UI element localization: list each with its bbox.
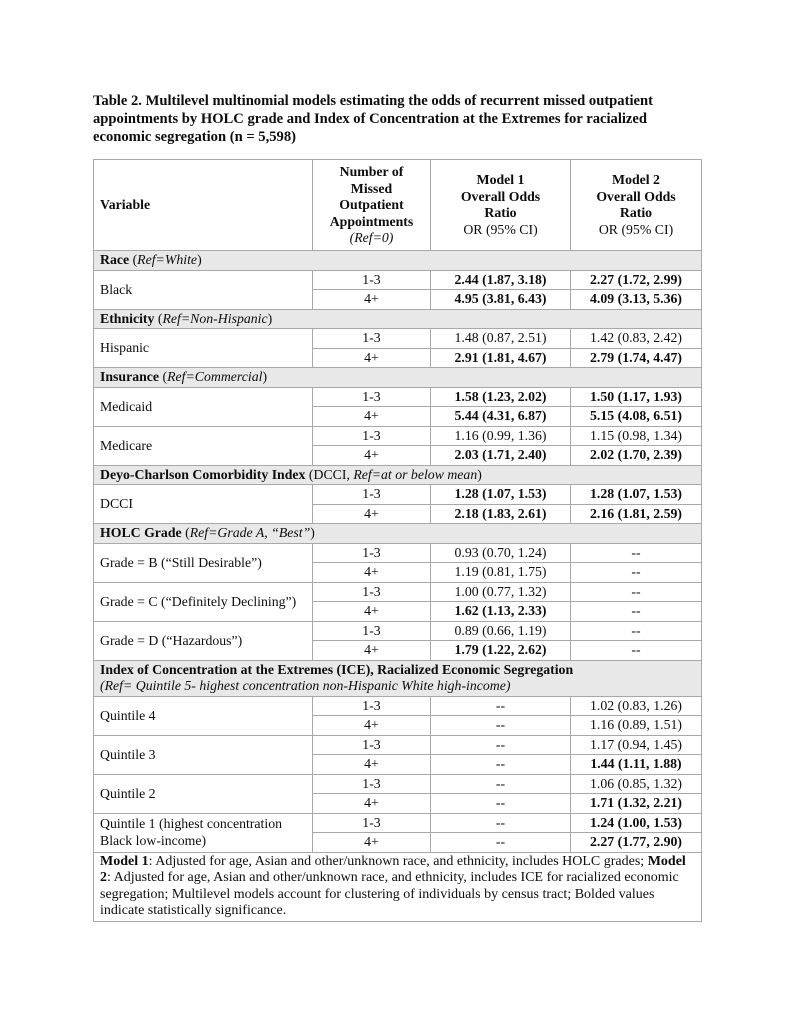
missed-appointments-cell: 4+ (313, 348, 431, 368)
variable-label: Quintile 2 (94, 774, 313, 813)
section-header-row (94, 251, 702, 271)
model2-or-cell: 4.09 (3.13, 5.36) (571, 290, 702, 310)
model2-header-line: Ratio (619, 205, 653, 221)
variable-label: Black (94, 270, 313, 309)
table-footnote (94, 852, 702, 921)
missed-appointments-cell: 1-3 (313, 387, 431, 407)
model1-or-cell: 1.58 (1.23, 2.02) (431, 387, 571, 407)
table-footer (94, 852, 702, 921)
column-header-missed-appointments (313, 160, 431, 251)
model2-or-cell: 1.17 (0.94, 1.45) (571, 735, 702, 755)
section-header-row (94, 524, 702, 544)
variable-label: Hispanic (94, 329, 313, 368)
text-run: ( (181, 525, 190, 541)
missed-appointments-cell: 4+ (313, 755, 431, 775)
model1-or-cell: 2.44 (1.87, 3.18) (431, 270, 571, 290)
variable-label: DCCI (94, 485, 313, 524)
variable-label: Medicare (94, 426, 313, 465)
model2-or-cell: 1.02 (0.83, 1.26) (571, 696, 702, 716)
missed-appointments-cell: 1-3 (313, 270, 431, 290)
data-row (94, 270, 702, 290)
model2-or-cell: -- (571, 621, 702, 641)
model1-or-cell: -- (431, 794, 571, 814)
text-run: Ref=Grade A, “Best” (189, 525, 311, 541)
variable-label: Grade = D (“Hazardous”) (94, 621, 313, 660)
data-row (94, 696, 702, 716)
model1-or-cell: 4.95 (3.81, 6.43) (431, 290, 571, 310)
missed-appointments-cell: 4+ (313, 602, 431, 622)
footnote-row (94, 852, 702, 921)
text-run: (Ref= Quintile 5- highest concentration non-Hispanic White high-income) (100, 678, 511, 694)
model2-header-sub: OR (95% CI) (598, 221, 674, 237)
model1-or-cell: 1.00 (0.77, 1.32) (431, 582, 571, 602)
model1-or-cell: 1.28 (1.07, 1.53) (431, 485, 571, 505)
missed-appointments-cell: 1-3 (313, 582, 431, 602)
missed-header-line: Missed (350, 180, 393, 196)
missed-appointments-cell: 1-3 (313, 485, 431, 505)
model2-or-cell: 2.02 (1.70, 2.39) (571, 446, 702, 466)
model2-or-cell: -- (571, 563, 702, 583)
missed-appointments-cell: 4+ (313, 794, 431, 814)
model2-or-cell: 1.71 (1.32, 2.21) (571, 794, 702, 814)
variable-label: Grade = C (“Definitely Declining”) (94, 582, 313, 621)
text-run: HOLC Grade (100, 525, 182, 541)
model2-header-line: Model 2 (612, 172, 660, 188)
text-run: ) (310, 525, 315, 541)
model1-or-cell: -- (431, 755, 571, 775)
text-run: Ref=Non-Hispanic (162, 310, 268, 326)
model2-or-cell: -- (571, 582, 702, 602)
missed-header-line: Appointments (329, 213, 414, 229)
missed-appointments-cell: 4+ (313, 504, 431, 524)
section-title (94, 660, 702, 696)
text-run: Ref=Commercial (167, 369, 263, 385)
model2-or-cell: 2.79 (1.74, 4.47) (571, 348, 702, 368)
missed-appointments-cell: 4+ (313, 290, 431, 310)
missed-appointments-cell: 4+ (313, 641, 431, 661)
missed-appointments-cell: 4+ (313, 563, 431, 583)
table-block (93, 93, 701, 922)
table-header (94, 160, 702, 251)
model1-or-cell: 0.89 (0.66, 1.19) (431, 621, 571, 641)
missed-appointments-cell: 1-3 (313, 696, 431, 716)
model1-or-cell: 1.62 (1.13, 2.33) (431, 602, 571, 622)
table-body (94, 251, 702, 853)
data-row (94, 735, 702, 755)
model1-header-line: Ratio (484, 205, 517, 221)
model1-or-cell: -- (431, 696, 571, 716)
text-run: Ref=at or below mean (353, 466, 478, 482)
data-row (94, 813, 702, 833)
model1-or-cell: 0.93 (0.70, 1.24) (431, 543, 571, 563)
section-title (94, 368, 702, 388)
model1-header-line: Overall Odds (460, 188, 541, 204)
model2-or-cell: 1.16 (0.89, 1.51) (571, 716, 702, 736)
model1-or-cell: -- (431, 716, 571, 736)
model1-or-cell: -- (431, 813, 571, 833)
data-row (94, 774, 702, 794)
model2-or-cell: 1.42 (0.83, 2.42) (571, 329, 702, 349)
text-run: ( (159, 369, 168, 385)
model2-or-cell: -- (571, 602, 702, 622)
model2-or-cell: 2.27 (1.72, 2.99) (571, 270, 702, 290)
variable-label: Quintile 4 (94, 696, 313, 735)
model1-or-cell: -- (431, 735, 571, 755)
text-run: Insurance (100, 369, 160, 385)
model1-or-cell: 2.91 (1.81, 4.67) (431, 348, 571, 368)
text-run: Model 1 (100, 853, 149, 869)
text-run: Ref=White (137, 252, 198, 268)
data-row (94, 621, 702, 641)
text-run: Race (100, 252, 130, 268)
model1-or-cell: 5.44 (4.31, 6.87) (431, 407, 571, 427)
missed-appointments-cell: 1-3 (313, 543, 431, 563)
model1-or-cell: 2.18 (1.83, 2.61) (431, 504, 571, 524)
variable-label: Medicaid (94, 387, 313, 426)
model2-or-cell: 1.28 (1.07, 1.53) (571, 485, 702, 505)
model1-or-cell: 2.03 (1.71, 2.40) (431, 446, 571, 466)
section-title (94, 251, 702, 271)
model1-or-cell: 1.79 (1.22, 2.62) (431, 641, 571, 661)
missed-appointments-cell: 1-3 (313, 426, 431, 446)
data-row (94, 543, 702, 563)
missed-header-line: Number of (339, 164, 404, 180)
variable-label: Quintile 3 (94, 735, 313, 774)
missed-appointments-cell: 1-3 (313, 813, 431, 833)
text-run: ) (262, 369, 268, 385)
text-run: ( (129, 252, 138, 268)
column-header-model2 (571, 160, 702, 251)
text-run: : Adjusted for age, Asian and other/unknown race, and ethnicity, includes HOLC grades; (148, 853, 648, 869)
text-run: : Adjusted for age, Asian and other/unknown race, and ethnicity, includes ICE for racialized economic segregation; Multilevel models account for clustering of individuals by census tract; Bolded values indicate statistically significance. (100, 870, 679, 919)
column-header-model1 (431, 160, 571, 251)
text-run: (DCCI, (305, 466, 354, 482)
text-run: Index of Concentration at the Extremes (ICE), Racialized Economic Segregation (100, 661, 574, 677)
model1-or-cell: -- (431, 774, 571, 794)
variable-header-label: Variable (100, 197, 151, 213)
missed-appointments-cell: 4+ (313, 446, 431, 466)
model1-or-cell: 1.19 (0.81, 1.75) (431, 563, 571, 583)
section-header-row (94, 660, 702, 696)
model2-header-line: Overall Odds (596, 188, 676, 204)
missed-appointments-cell: 1-3 (313, 621, 431, 641)
missed-appointments-cell: 1-3 (313, 774, 431, 794)
missed-appointments-cell: 1-3 (313, 735, 431, 755)
variable-label: Grade = B (“Still Desirable”) (94, 543, 313, 582)
missed-header-ref: (Ref=0) (349, 230, 394, 246)
text-run: ) (477, 466, 482, 482)
missed-appointments-cell: 4+ (313, 716, 431, 736)
model1-header-sub: OR (95% CI) (463, 221, 538, 237)
text-run: Ethnicity (100, 310, 155, 326)
data-row (94, 329, 702, 349)
section-header-row (94, 309, 702, 329)
model1-or-cell: 1.48 (0.87, 2.51) (431, 329, 571, 349)
variable-label: Quintile 1 (highest concentration Black low-income) (94, 813, 313, 852)
section-header-row (94, 368, 702, 388)
data-row (94, 426, 702, 446)
section-title (94, 465, 702, 485)
data-row (94, 387, 702, 407)
data-row (94, 582, 702, 602)
model2-or-cell: -- (571, 543, 702, 563)
model2-or-cell: -- (571, 641, 702, 661)
text-run: ( (154, 310, 163, 326)
model2-or-cell: 1.06 (0.85, 1.32) (571, 774, 702, 794)
model2-or-cell: 2.16 (1.81, 2.59) (571, 504, 702, 524)
missed-appointments-cell: 4+ (313, 407, 431, 427)
table-caption: Table 2. Multilevel multinomial models estimating the odds of recurrent missed outpatient appointments by HOLC grade and Index of Concentration at the Extremes for racialized economic segregation (n = 5,598) (93, 93, 653, 145)
model2-or-cell: 1.50 (1.17, 1.93) (571, 387, 702, 407)
model2-or-cell: 1.15 (0.98, 1.34) (571, 426, 702, 446)
model1-or-cell: -- (431, 833, 571, 853)
model1-or-cell: 1.16 (0.99, 1.36) (431, 426, 571, 446)
missed-appointments-cell: 1-3 (313, 329, 431, 349)
model1-header-line: Model 1 (476, 172, 525, 188)
text-run: Deyo-Charlson Comorbidity Index (100, 466, 306, 482)
column-header-variable (94, 160, 313, 251)
text-run: ) (197, 252, 202, 268)
text-run: Model 2 (100, 853, 686, 886)
model2-or-cell: 2.27 (1.77, 2.90) (571, 833, 702, 853)
section-title (94, 524, 702, 544)
missed-appointments-cell: 4+ (313, 833, 431, 853)
section-header-row (94, 465, 702, 485)
results-table (93, 159, 702, 922)
header-row (94, 160, 702, 251)
model2-or-cell: 5.15 (4.08, 6.51) (571, 407, 702, 427)
data-row (94, 485, 702, 505)
model2-or-cell: 1.24 (1.00, 1.53) (571, 813, 702, 833)
text-run: ) (267, 310, 273, 326)
missed-header-line: Outpatient (339, 197, 404, 213)
section-title (94, 309, 702, 329)
model2-or-cell: 1.44 (1.11, 1.88) (571, 755, 702, 775)
